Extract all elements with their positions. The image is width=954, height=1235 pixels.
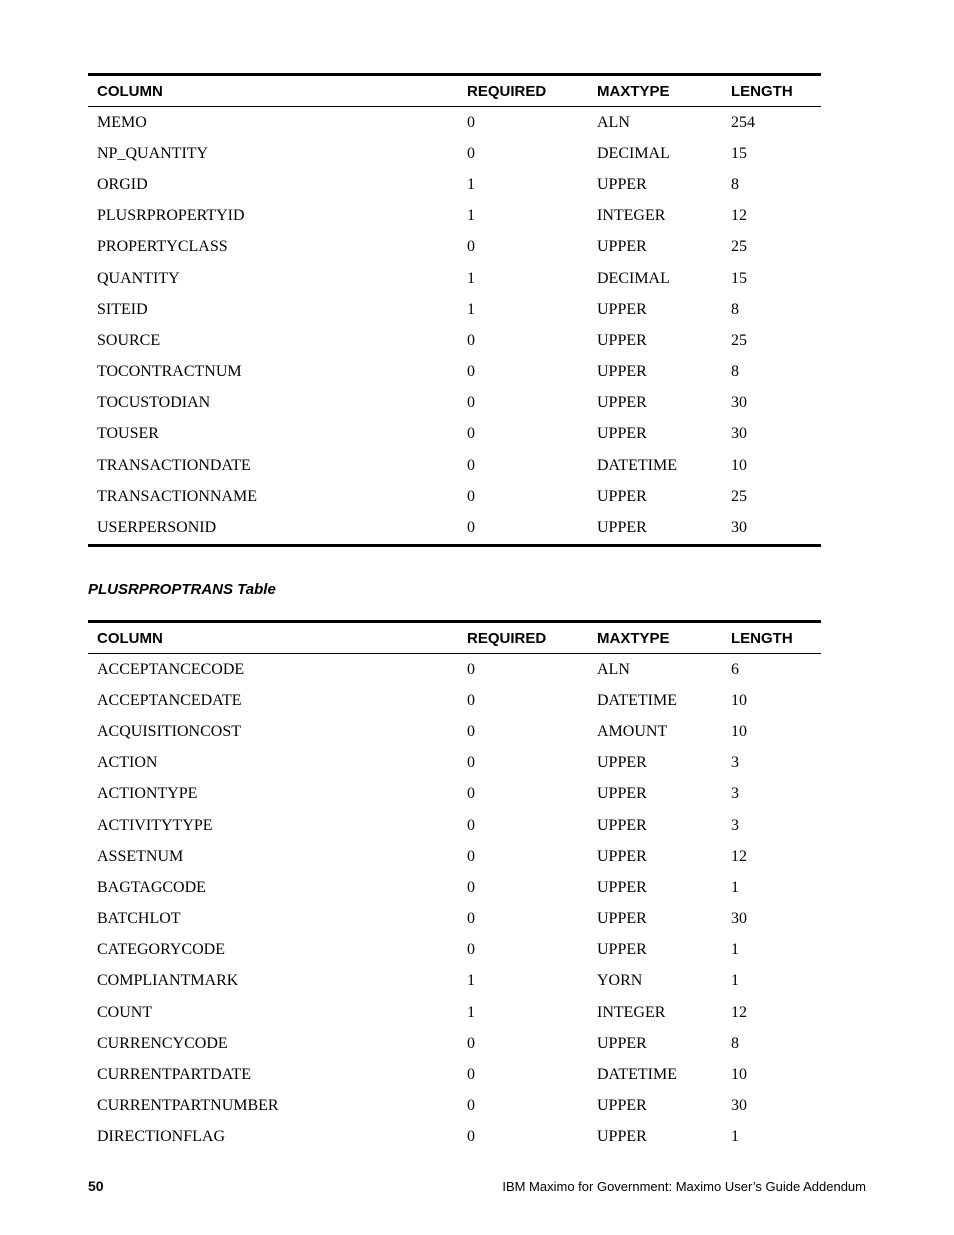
cell-column: DIRECTIONFLAG [97,1128,225,1146]
cell-maxtype: UPPER [597,425,647,443]
cell-required: 0 [467,785,475,803]
table-row [88,935,821,966]
cell-column: ACCEPTANCEDATE [97,691,242,709]
cell-column: ACCEPTANCECODE [97,660,245,678]
cell-maxtype: UPPER [597,910,647,928]
cell-column: CURRENCYCODE [97,1034,228,1052]
cell-required: 0 [467,331,475,349]
table-row [88,779,821,810]
cell-maxtype: DATETIME [597,691,677,709]
cell-required: 1 [467,300,475,318]
cell-length: 30 [731,910,747,928]
cell-maxtype: UPPER [597,847,647,865]
cell-required: 0 [467,1066,475,1084]
table-row [88,1122,821,1153]
cell-column: COMPLIANTMARK [97,972,239,990]
cell-required: 1 [467,207,475,225]
cell-maxtype: AMOUNT [597,722,668,740]
cell-column: CATEGORYCODE [97,941,226,959]
cell-required: 0 [467,363,475,381]
cell-maxtype: UPPER [597,941,647,959]
cell-column: MEMO [97,113,147,131]
table-row [88,1028,821,1059]
cell-column: USERPERSONID [88,512,458,545]
cell-maxtype: INTEGER [597,207,666,225]
cell-required: 0 [467,1097,475,1115]
cell-column: COUNT [97,1003,153,1021]
cell-length: 25 [731,331,747,349]
cell-required: 0 [467,487,475,505]
cell-maxtype: UPPER [597,487,647,505]
table-row [88,263,821,294]
cell-length: 15 [731,269,747,287]
cell-required: 1 [467,1003,475,1021]
cell-maxtype: UPPER [588,512,722,545]
table-row [88,872,821,903]
cell-length: 10 [731,456,747,474]
cell-length: 3 [731,785,739,803]
cell-required: 0 [467,144,475,162]
cell-required: 0 [467,1034,475,1052]
table-row [88,169,821,200]
cell-maxtype: UPPER [597,1128,647,1146]
cell-length: 30 [731,425,747,443]
cell-maxtype: UPPER [597,1034,647,1052]
cell-maxtype: DECIMAL [597,269,670,287]
cell-maxtype: UPPER [597,878,647,896]
table-heading: PLUSRPROPTRANS Table [88,581,276,598]
cell-column: BAGTAGCODE [97,878,206,896]
cell-column: PLUSRPROPERTYID [97,207,245,225]
cell-length: 12 [731,847,747,865]
cell-column: ORGID [97,175,148,193]
cell-length: 12 [731,1003,747,1021]
cell-maxtype: UPPER [597,394,647,412]
cell-column: CURRENTPARTDATE [97,1066,252,1084]
cell-length: 8 [731,175,739,193]
header-length: LENGTH [722,75,821,107]
table-row [88,716,821,747]
cell-required: 0 [467,941,475,959]
table-row [88,450,821,481]
cell-required: 0 [467,816,475,834]
cell-required: 0 [458,512,588,545]
footer-title: IBM Maximo for Government: Maximo User’s Guide Addendum [502,1179,866,1194]
cell-maxtype: UPPER [597,363,647,381]
cell-required: 0 [467,456,475,474]
cell-column: BATCHLOT [97,910,181,928]
cell-column: TOUSER [97,425,159,443]
cell-length: 30 [731,394,747,412]
columns-table-2 [88,620,821,1153]
table-row [88,232,821,263]
cell-maxtype: UPPER [597,175,647,193]
cell-required: 0 [467,394,475,412]
table-row [88,388,821,419]
page-number: 50 [88,1178,104,1194]
cell-maxtype: UPPER [597,331,647,349]
cell-length: 3 [731,816,739,834]
table-row [88,1059,821,1090]
table-row [88,201,821,232]
cell-maxtype: ALN [597,113,630,131]
cell-required: 0 [467,238,475,256]
cell-required: 0 [467,847,475,865]
cell-required: 1 [467,972,475,990]
cell-length: 8 [731,300,739,318]
cell-required: 0 [467,910,475,928]
cell-length: 8 [731,1034,739,1052]
cell-required: 0 [467,1128,475,1146]
cell-length: 8 [731,363,739,381]
cell-maxtype: DATETIME [597,456,677,474]
cell-length: 6 [731,660,739,678]
cell-length: 3 [731,754,739,772]
header-column: COLUMN [88,622,458,654]
cell-maxtype: UPPER [597,785,647,803]
cell-required: 1 [467,175,475,193]
table-row [88,997,821,1028]
cell-maxtype: ALN [597,660,630,678]
table-row [88,654,821,686]
cell-column: TOCUSTODIAN [97,394,211,412]
cell-length: 10 [731,691,747,709]
table-row [88,325,821,356]
cell-length: 10 [731,1066,747,1084]
cell-maxtype: UPPER [597,300,647,318]
cell-column: SOURCE [97,331,161,349]
cell-maxtype: UPPER [597,238,647,256]
cell-length: 30 [731,1097,747,1115]
cell-maxtype: UPPER [597,754,647,772]
table-row [88,810,821,841]
cell-required: 0 [467,660,475,678]
cell-length: 254 [731,113,755,131]
table-row [88,685,821,716]
table-row [88,966,821,997]
cell-length: 1 [731,878,739,896]
table-row [88,1091,821,1122]
cell-column: TRANSACTIONDATE [97,456,251,474]
table-row [88,419,821,450]
cell-length: 10 [731,722,747,740]
cell-length: 25 [731,238,747,256]
cell-length: 30 [722,512,821,545]
header-maxtype: MAXTYPE [588,622,722,654]
cell-column: NP_QUANTITY [97,144,209,162]
cell-column: ACTION [97,754,158,772]
table-row [88,138,821,169]
cell-required: 0 [467,425,475,443]
table-row [88,841,821,872]
header-required: REQUIRED [458,75,588,107]
cell-column: ACTIONTYPE [97,785,198,803]
header-column: COLUMN [88,75,458,107]
table-row [88,107,821,139]
header-length: LENGTH [722,622,821,654]
table-row [88,512,821,545]
table-row [88,904,821,935]
cell-column: ASSETNUM [97,847,184,865]
cell-required: 0 [467,113,475,131]
cell-maxtype: DATETIME [597,1066,677,1084]
cell-column: PROPERTYCLASS [97,238,228,256]
table-row [88,748,821,779]
cell-maxtype: UPPER [597,816,647,834]
cell-required: 0 [467,754,475,772]
cell-required: 1 [467,269,475,287]
cell-maxtype: INTEGER [597,1003,666,1021]
cell-column: ACQUISITIONCOST [97,722,241,740]
columns-table-1 [88,73,821,547]
table-header-row [88,622,821,654]
cell-column: QUANTITY [97,269,180,287]
header-required: REQUIRED [458,622,588,654]
cell-required: 0 [467,722,475,740]
cell-maxtype: YORN [597,972,643,990]
cell-length: 25 [731,487,747,505]
cell-column: TRANSACTIONNAME [97,487,257,505]
cell-column: ACTIVITYTYPE [97,816,213,834]
cell-column: SITEID [97,300,148,318]
cell-column: TOCONTRACTNUM [97,363,242,381]
header-maxtype: MAXTYPE [588,75,722,107]
cell-maxtype: DECIMAL [597,144,670,162]
cell-required: 0 [467,878,475,896]
cell-length: 15 [731,144,747,162]
cell-required: 0 [467,691,475,709]
cell-length: 12 [731,207,747,225]
cell-column: CURRENTPARTNUMBER [97,1097,279,1115]
table-header-row [88,75,821,107]
cell-length: 1 [731,1128,739,1146]
cell-length: 1 [731,972,739,990]
table-row [88,294,821,325]
cell-length: 1 [731,941,739,959]
cell-maxtype: UPPER [597,1097,647,1115]
table-row [88,357,821,388]
table-row [88,481,821,512]
